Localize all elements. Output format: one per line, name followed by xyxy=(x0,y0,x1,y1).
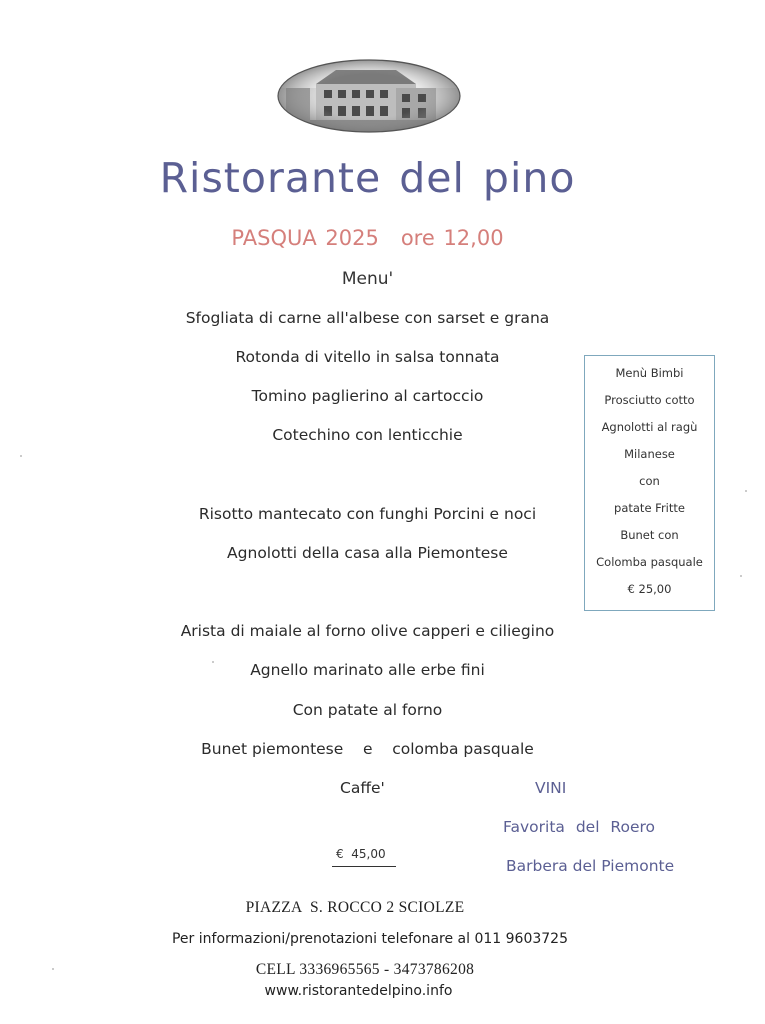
course-item: Arista di maiale al forno olive capperi e ciliegino xyxy=(180,622,555,640)
kids-menu-item: Milanese xyxy=(624,447,675,461)
kids-menu-title: Menù Bimbi xyxy=(615,366,684,380)
event-time: ore 12,00 xyxy=(400,226,504,250)
course-item: Agnolotti della casa alla Piemontese xyxy=(227,544,508,562)
course-item: Agnello marinato alle erbe fini xyxy=(250,661,485,679)
course-item: Sfogliata di carne all'albese con sarset e grana xyxy=(185,309,550,327)
kids-menu-item: con xyxy=(639,474,660,488)
restaurant-title: Ristorante del pino xyxy=(159,154,576,202)
coffee-item: Caffe' xyxy=(340,779,385,797)
scan-speck xyxy=(745,490,747,492)
kids-menu-price: € 25,00 xyxy=(627,582,672,596)
scan-speck xyxy=(52,968,54,970)
price-underline xyxy=(332,866,396,867)
course-item: Risotto mantecato con funghi Porcini e noci xyxy=(198,505,537,523)
website-link[interactable]: www.ristorantedelpino.info xyxy=(264,983,453,999)
event-name: PASQUA 2025 xyxy=(231,226,379,250)
cell-numbers: CELL 3336965565 - 3473786208 xyxy=(255,961,475,978)
address: PIAZZA S. ROCCO 2 SCIOLZE xyxy=(245,899,465,916)
booking-info: Per informazioni/prenotazioni telefonare al 011 9603725 xyxy=(171,931,568,947)
course-item: Rotonda di vitello in salsa tonnata xyxy=(235,348,500,366)
scan-speck xyxy=(740,575,742,577)
course-item: Cotechino con lenticchie xyxy=(272,426,463,444)
kids-menu-item: Colomba pasquale xyxy=(596,555,703,569)
menu-price: € 45,00 xyxy=(336,847,386,861)
wines-title: VINI xyxy=(535,779,567,797)
wine-item: Favorita del Roero xyxy=(503,818,656,836)
kids-menu-item: Agnolotti al ragù xyxy=(601,420,698,434)
restaurant-building-logo xyxy=(276,58,462,134)
course-item: Con patate al forno xyxy=(292,701,443,719)
kids-menu-item: Bunet con xyxy=(620,528,679,542)
kids-menu-box xyxy=(584,355,715,611)
course-item: Bunet piemontese e colomba pasquale xyxy=(201,740,534,758)
scan-speck xyxy=(20,455,22,457)
scan-speck xyxy=(212,661,214,663)
course-item: Tomino paglierino al cartoccio xyxy=(251,387,484,405)
menu-heading: Menu' xyxy=(341,269,394,289)
event-line xyxy=(0,226,735,250)
kids-menu-item: Prosciutto cotto xyxy=(604,393,695,407)
wine-item: Barbera del Piemonte xyxy=(506,857,675,875)
kids-menu-item: patate Fritte xyxy=(614,501,685,515)
